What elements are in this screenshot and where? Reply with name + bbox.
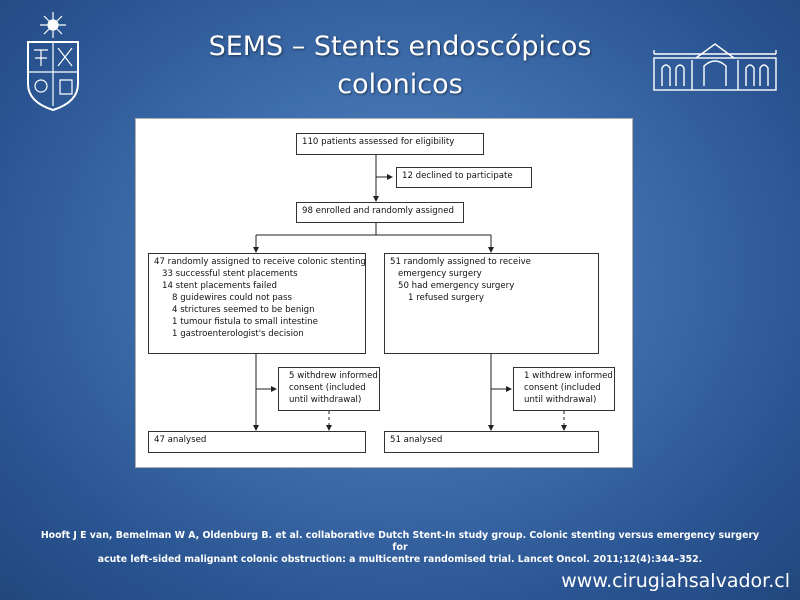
university-crest-icon bbox=[22, 10, 84, 112]
surgery-arm-box: 51 randomly assigned to receive emergency surgery 50 had emergency surgery 1 refused surgery bbox=[384, 253, 599, 354]
consort-flowchart bbox=[135, 118, 633, 468]
slide-title bbox=[150, 28, 650, 104]
stenting-analysed-box: 47 analysed bbox=[148, 431, 366, 453]
stenting-arm-box: 47 randomly assigned to receive colonic stenting 33 successful stent placements 14 stent placements failed 8 guidewires could not pass 4 strictures seemed to be benign 1 tumour fistula to small intestine 1 gastroenterologist's decision bbox=[148, 253, 366, 354]
slide-title-line2: colonicos bbox=[337, 69, 463, 100]
surgery-analysed-box: 51 analysed bbox=[384, 431, 599, 453]
stenting-withdrawal-box: 5 withdrew informed consent (included until withdrawal) bbox=[278, 367, 380, 411]
eligibility-box: 110 patients assessed for eligibility bbox=[296, 133, 484, 155]
citation-line2: acute left-sided malignant colonic obstruction: a multicentre randomised trial. Lancet Oncol. 2011;12(4):344–352. bbox=[97, 554, 703, 565]
citation-line1: Hooft J E van, Bemelman W A, Oldenburg B. et al. collaborative Dutch Stent-In study group. Colonic stenting versus emergency surgery for bbox=[40, 530, 760, 553]
reference-citation bbox=[40, 530, 760, 566]
enrolled-box: 98 enrolled and randomly assigned bbox=[296, 202, 464, 223]
website-url: www.cirugiahsalvador.cl bbox=[561, 570, 790, 592]
declined-box: 12 declined to participate bbox=[396, 167, 532, 188]
hospital-building-icon bbox=[652, 40, 778, 92]
surgery-withdrawal-box: 1 withdrew informed consent (included until withdrawal) bbox=[513, 367, 615, 411]
slide-title-line1: SEMS – Stents endoscópicos bbox=[208, 31, 592, 62]
